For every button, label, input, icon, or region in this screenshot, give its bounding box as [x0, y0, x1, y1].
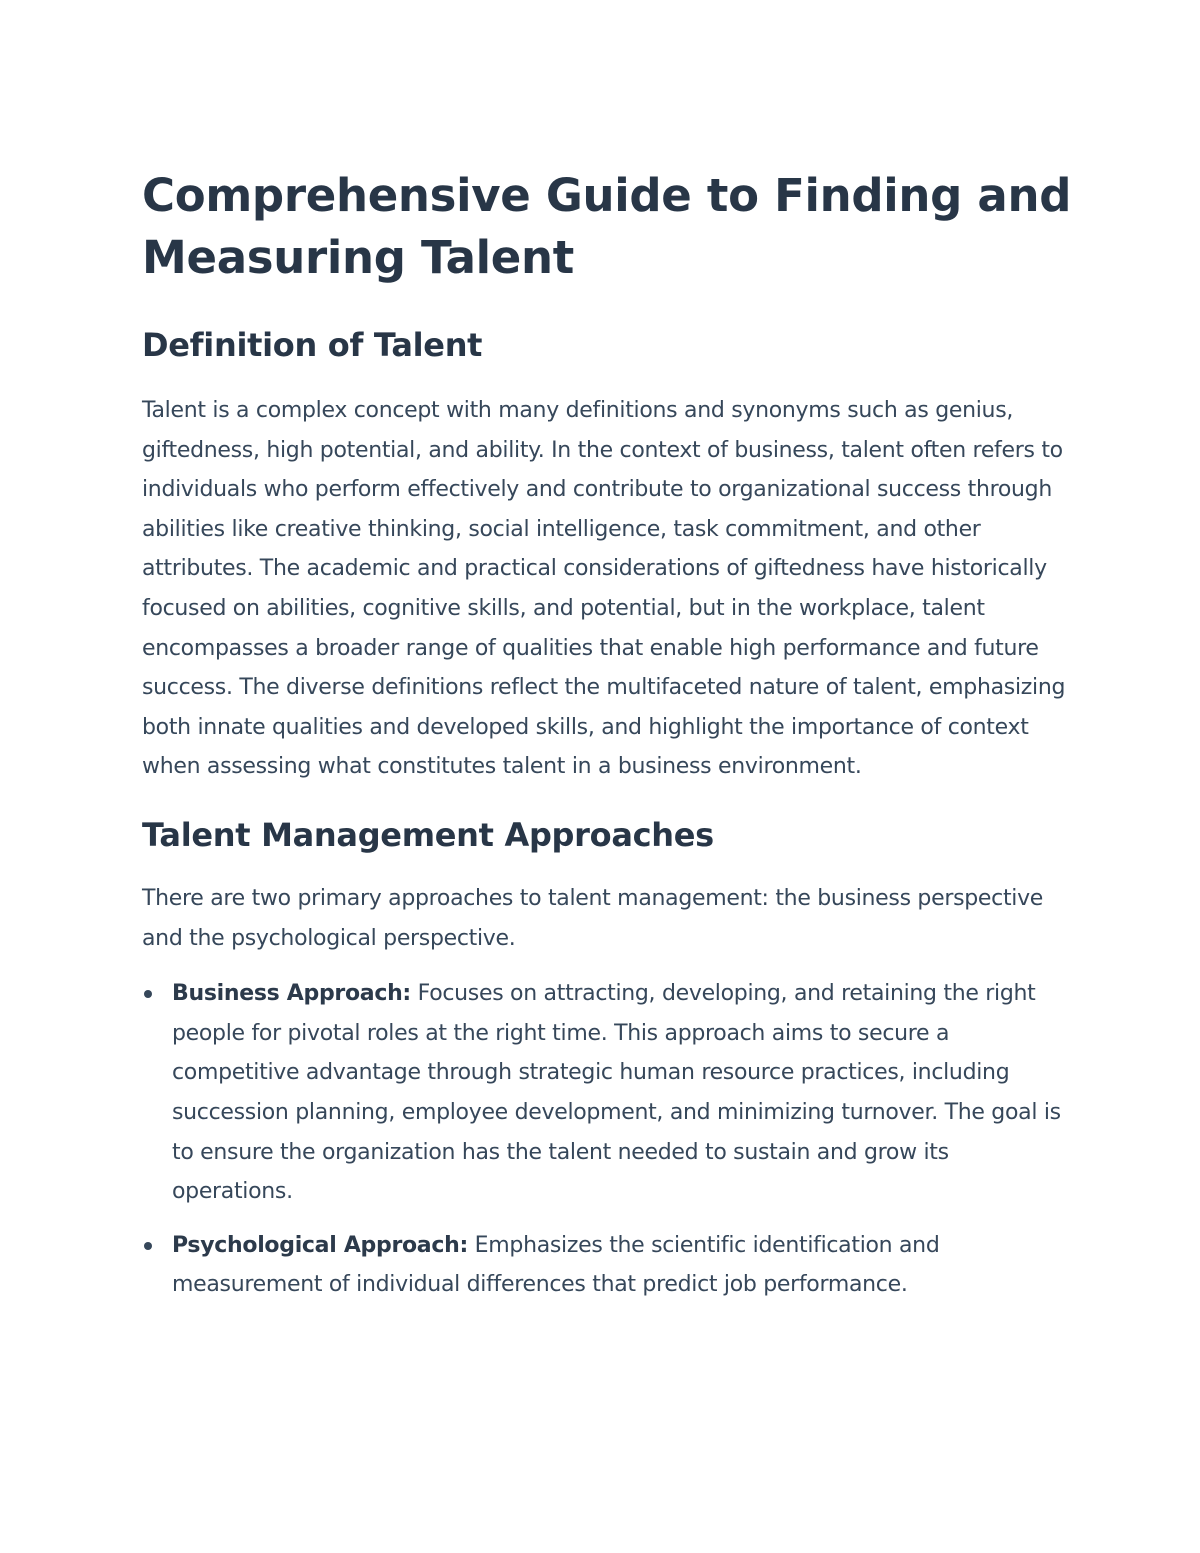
section-heading-definition: Definition of Talent — [142, 326, 483, 364]
section-heading-approaches: Talent Management Approaches — [142, 815, 714, 854]
bullet-term: Psychological Approach: — [172, 1232, 468, 1258]
bullet-text: Focuses on attracting, developing, and retaining the right people for pivotal roles at the right time. This approach aims to secure a competitive advantage through strategic human resource practices, including succession planning, employee development, and minimizing turnover. The goal is to ensure the organization has the talent needed to sustain and grow its operations. — [172, 981, 1061, 1205]
list-item-psychological-approach — [142, 1226, 1072, 1305]
bullet-icon — [144, 990, 152, 998]
document-title: Comprehensive Guide to Finding and Measuring Talent — [142, 169, 1072, 284]
bullet-icon — [144, 1242, 152, 1250]
bullet-text: Emphasizes the scientific identification and measurement of individual differences that predict job performance. — [172, 1232, 940, 1298]
list-item-business-approach — [142, 974, 1072, 1212]
approaches-intro-paragraph: There are two primary approaches to talent management: the business perspective and the psychological perspective. — [142, 885, 1044, 951]
document-page — [142, 165, 1072, 1319]
bullet-term: Business Approach: — [172, 981, 411, 1007]
definition-paragraph: Talent is a complex concept with many definitions and synonyms such as genius, giftedness, high potential, and ability. In the context of business, talent often refers to individuals who perform effectively and contribute to organizational success through abilities like creative thinking, social intelligence, task commitment, and other attributes. The academic and practical considerations of giftedness have historically focused on abilities, cognitive skills, and potential, but in the workplace, talent encompasses a broader range of qualities that enable high performance and future success. The diverse definitions reflect the multifaceted nature of talent, emphasizing both innate qualities and developed skills, and highlight the importance of context when assessing what constitutes talent in a business environment. — [142, 398, 1066, 780]
approaches-list — [142, 974, 1072, 1305]
